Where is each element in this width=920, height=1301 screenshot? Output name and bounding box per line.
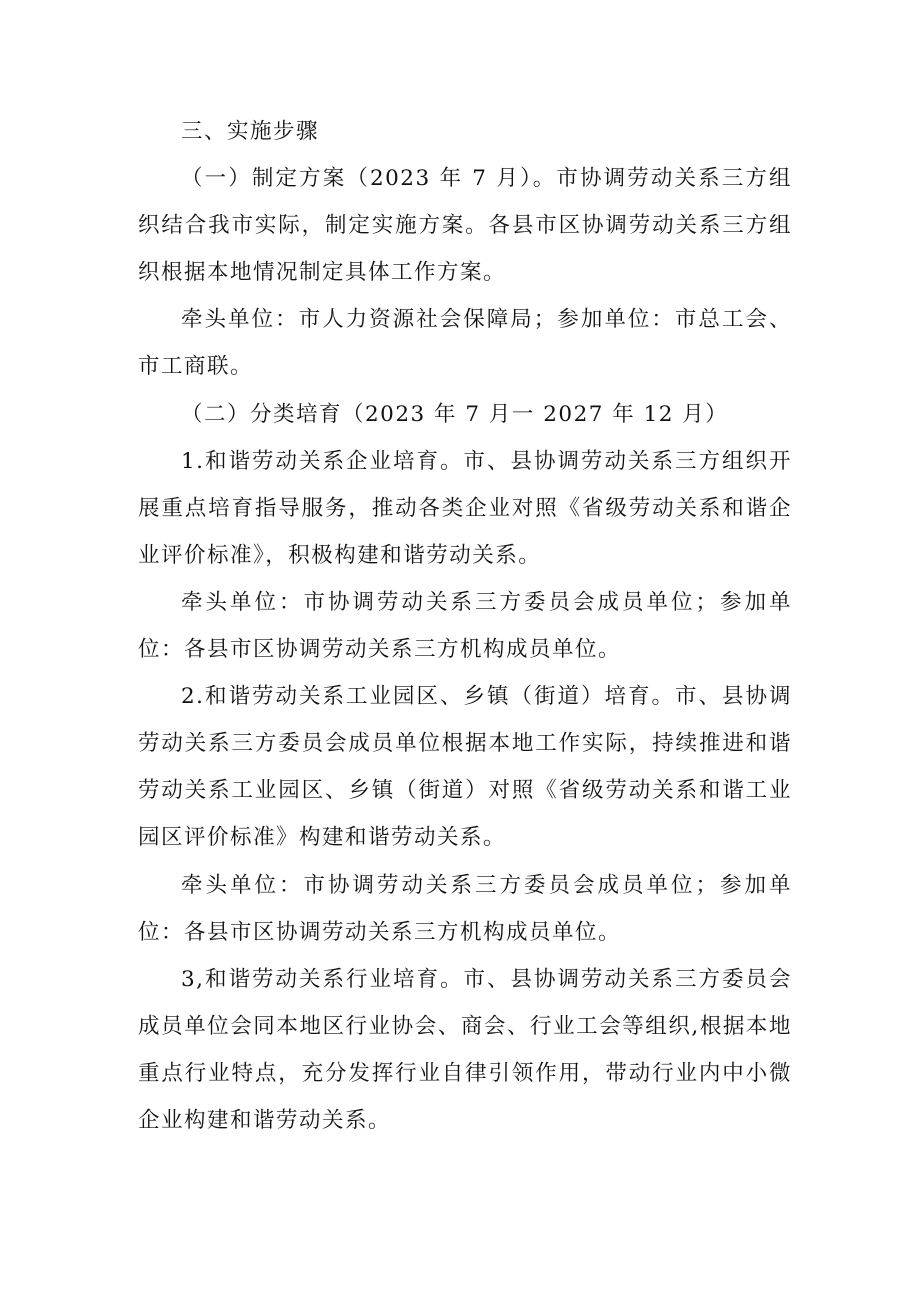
paragraph-plan: （一）制定方案（2023 年 7 月）。市协调劳动关系三方组织结合我市实际，制定实施方案。各县市区协调劳动关系三方组织根据本地情况制定具体工作方案。	[138, 166, 792, 286]
section-heading: 三、实施步骤	[181, 119, 320, 144]
paragraph-park-cultivation: 2.和谐劳动关系工业园区、乡镇（街道）培育。市、县协调劳动关系三方委员会成员单位根据本地工作实际，持续推进和谐劳动关系工业园区、乡镇（街道）对照《省级劳动关系和谐工业园区评价标准》构建和谐劳动关系。	[138, 684, 792, 851]
document-body	[138, 108, 792, 1144]
paragraph-classified-cultivation: （二）分类培育（2023 年 7 月一 2027 年 12 月）	[181, 401, 729, 427]
paragraph-lead-unit-2: 牵头单位：市协调劳动关系三方委员会成员单位；参加单位：各县市区协调劳动关系三方机构成员单位。	[138, 589, 792, 663]
paragraph-lead-unit-3: 牵头单位：市协调劳动关系三方委员会成员单位；参加单位：各县市区协调劳动关系三方机构成员单位。	[138, 872, 792, 945]
paragraph-lead-unit-1: 牵头单位：市人力资源社会保障局；参加单位：市总工会、市工商联。	[138, 307, 792, 380]
paragraph-enterprise-cultivation: 1.和谐劳动关系企业培育。市、县协调劳动关系三方组织开展重点培育指导服务，推动各类企业对照《省级劳动关系和谐企业评价标准》，积极构建和谐劳动关系。	[138, 448, 792, 568]
paragraph-industry-cultivation: 3,和谐劳动关系行业培育。市、县协调劳动关系三方委员会成员单位会同本地区行业协会、商会、行业工会等组织,根据本地重点行业特点，充分发挥行业自律引领作用，带动行业内中小微企业构建和谐劳动关系。	[138, 966, 792, 1133]
